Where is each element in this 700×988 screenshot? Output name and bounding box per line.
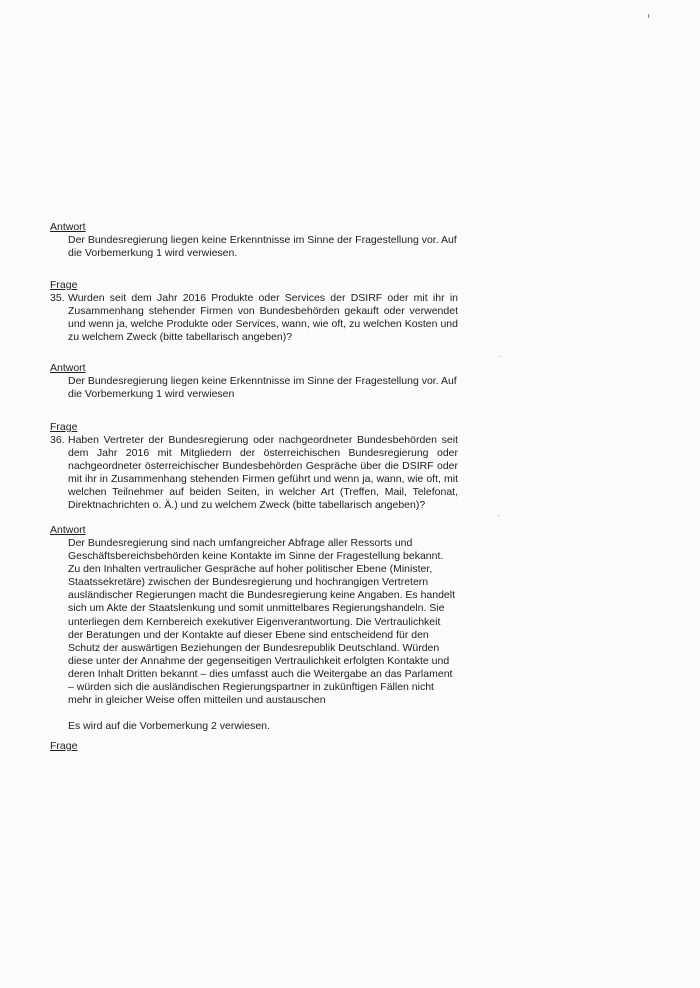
- question-text: Wurden seit dem Jahr 2016 Produkte oder Services der DSIRF oder mit ihr in Zusammenhang stehender Firmen von Bundesbehörden gekauft oder verwendet und wenn ja, welche Produkte oder Services, wann, wie oft, zu welchen Kosten und zu welchem Zweck (bitte tabellarisch angeben)?: [68, 292, 458, 344]
- scan-speck: [498, 515, 499, 516]
- question-label: Frage: [50, 421, 78, 433]
- question-number: 35.: [50, 292, 65, 304]
- answer-label: Antwort: [50, 362, 86, 374]
- question-label: Frage: [50, 279, 78, 291]
- answer-text: Der Bundesregierung sind nach umfangreicher Abfrage aller Ressorts und Geschäftsbereichsbehörden keine Kontakte im Sinne der Fragestellung bekannt. Zu den Inhalten vertraulicher Gespräche auf hoher politischer Ebene (Minister, Staatssekretäre) zwischen der Bundesregierung und hochrangigen Vertretern ausländischer Regierungen macht die Bundesregierung keine Angaben. Es handelt sich um Akte der Staatslenkung und somit unmittelbares Regierungshandeln. Sie unterliegen dem Kernbereich exekutiver Eigenverantwortung. Die Vertraulichkeit der Beratungen und der Kontakte auf dieser Ebene sind entscheidend für den Schutz der auswärtigen Beziehungen der Bundesrepublik Deutschland. Würden diese unter der Annahme der gegenseitigen Vertraulichkeit erfolgten Kontakte und deren Inhalt Dritten bekannt – dies umfasst auch die Weitergabe an das Parlament – würden sich die ausländischen Regierungspartner in zukünftigen Fällen nicht mehr in gleicher Weise offen mitteilen und austauschen: [68, 537, 456, 707]
- question-block-36: [50, 421, 460, 513]
- scan-speck: [499, 356, 500, 357]
- answer-text: Der Bundesregierung liegen keine Erkenntnisse im Sinne der Fragestellung vor. Auf die Vorbemerkung 1 wird verwiesen: [68, 375, 457, 401]
- question-item: [50, 434, 460, 513]
- question-block-next: [50, 740, 460, 753]
- answer-block-36: [50, 524, 460, 733]
- answer-block-1: [50, 221, 460, 260]
- question-block-35: [50, 279, 460, 344]
- answer-text: Der Bundesregierung liegen keine Erkenntnisse im Sinne der Fragestellung vor. Auf die Vorbemerkung 1 wird verwiesen.: [68, 234, 457, 260]
- question-item: [50, 292, 460, 344]
- answer-block-35: [50, 362, 460, 401]
- scan-speck: [648, 14, 649, 18]
- question-label: Frage: [50, 740, 78, 752]
- question-number: 36.: [50, 434, 65, 446]
- answer-text-reference: Es wird auf die Vorbemerkung 2 verwiesen.: [68, 720, 270, 733]
- answer-label: Antwort: [50, 524, 86, 536]
- answer-label: Antwort: [50, 221, 86, 233]
- question-text: Haben Vertreter der Bundesregierung oder nachgeordneter Bundesbehörden seit dem Jahr 2016 mit Mitgliedern der österreichischen Bundesregierung oder nachgeordneter österreichischer Bundesbehörden Gespräche über die DSIRF oder mit ihr in Zusammenhang stehenden Firmen geführt und wenn ja, wann, wie oft, mit welchen Teilnehmer auf beiden Seiten, in welcher Art (Treffen, Mail, Telefonat, Direktnachrichten o. Ä.) und zu welchem Zweck (bitte tabellarisch angeben)?: [68, 434, 458, 512]
